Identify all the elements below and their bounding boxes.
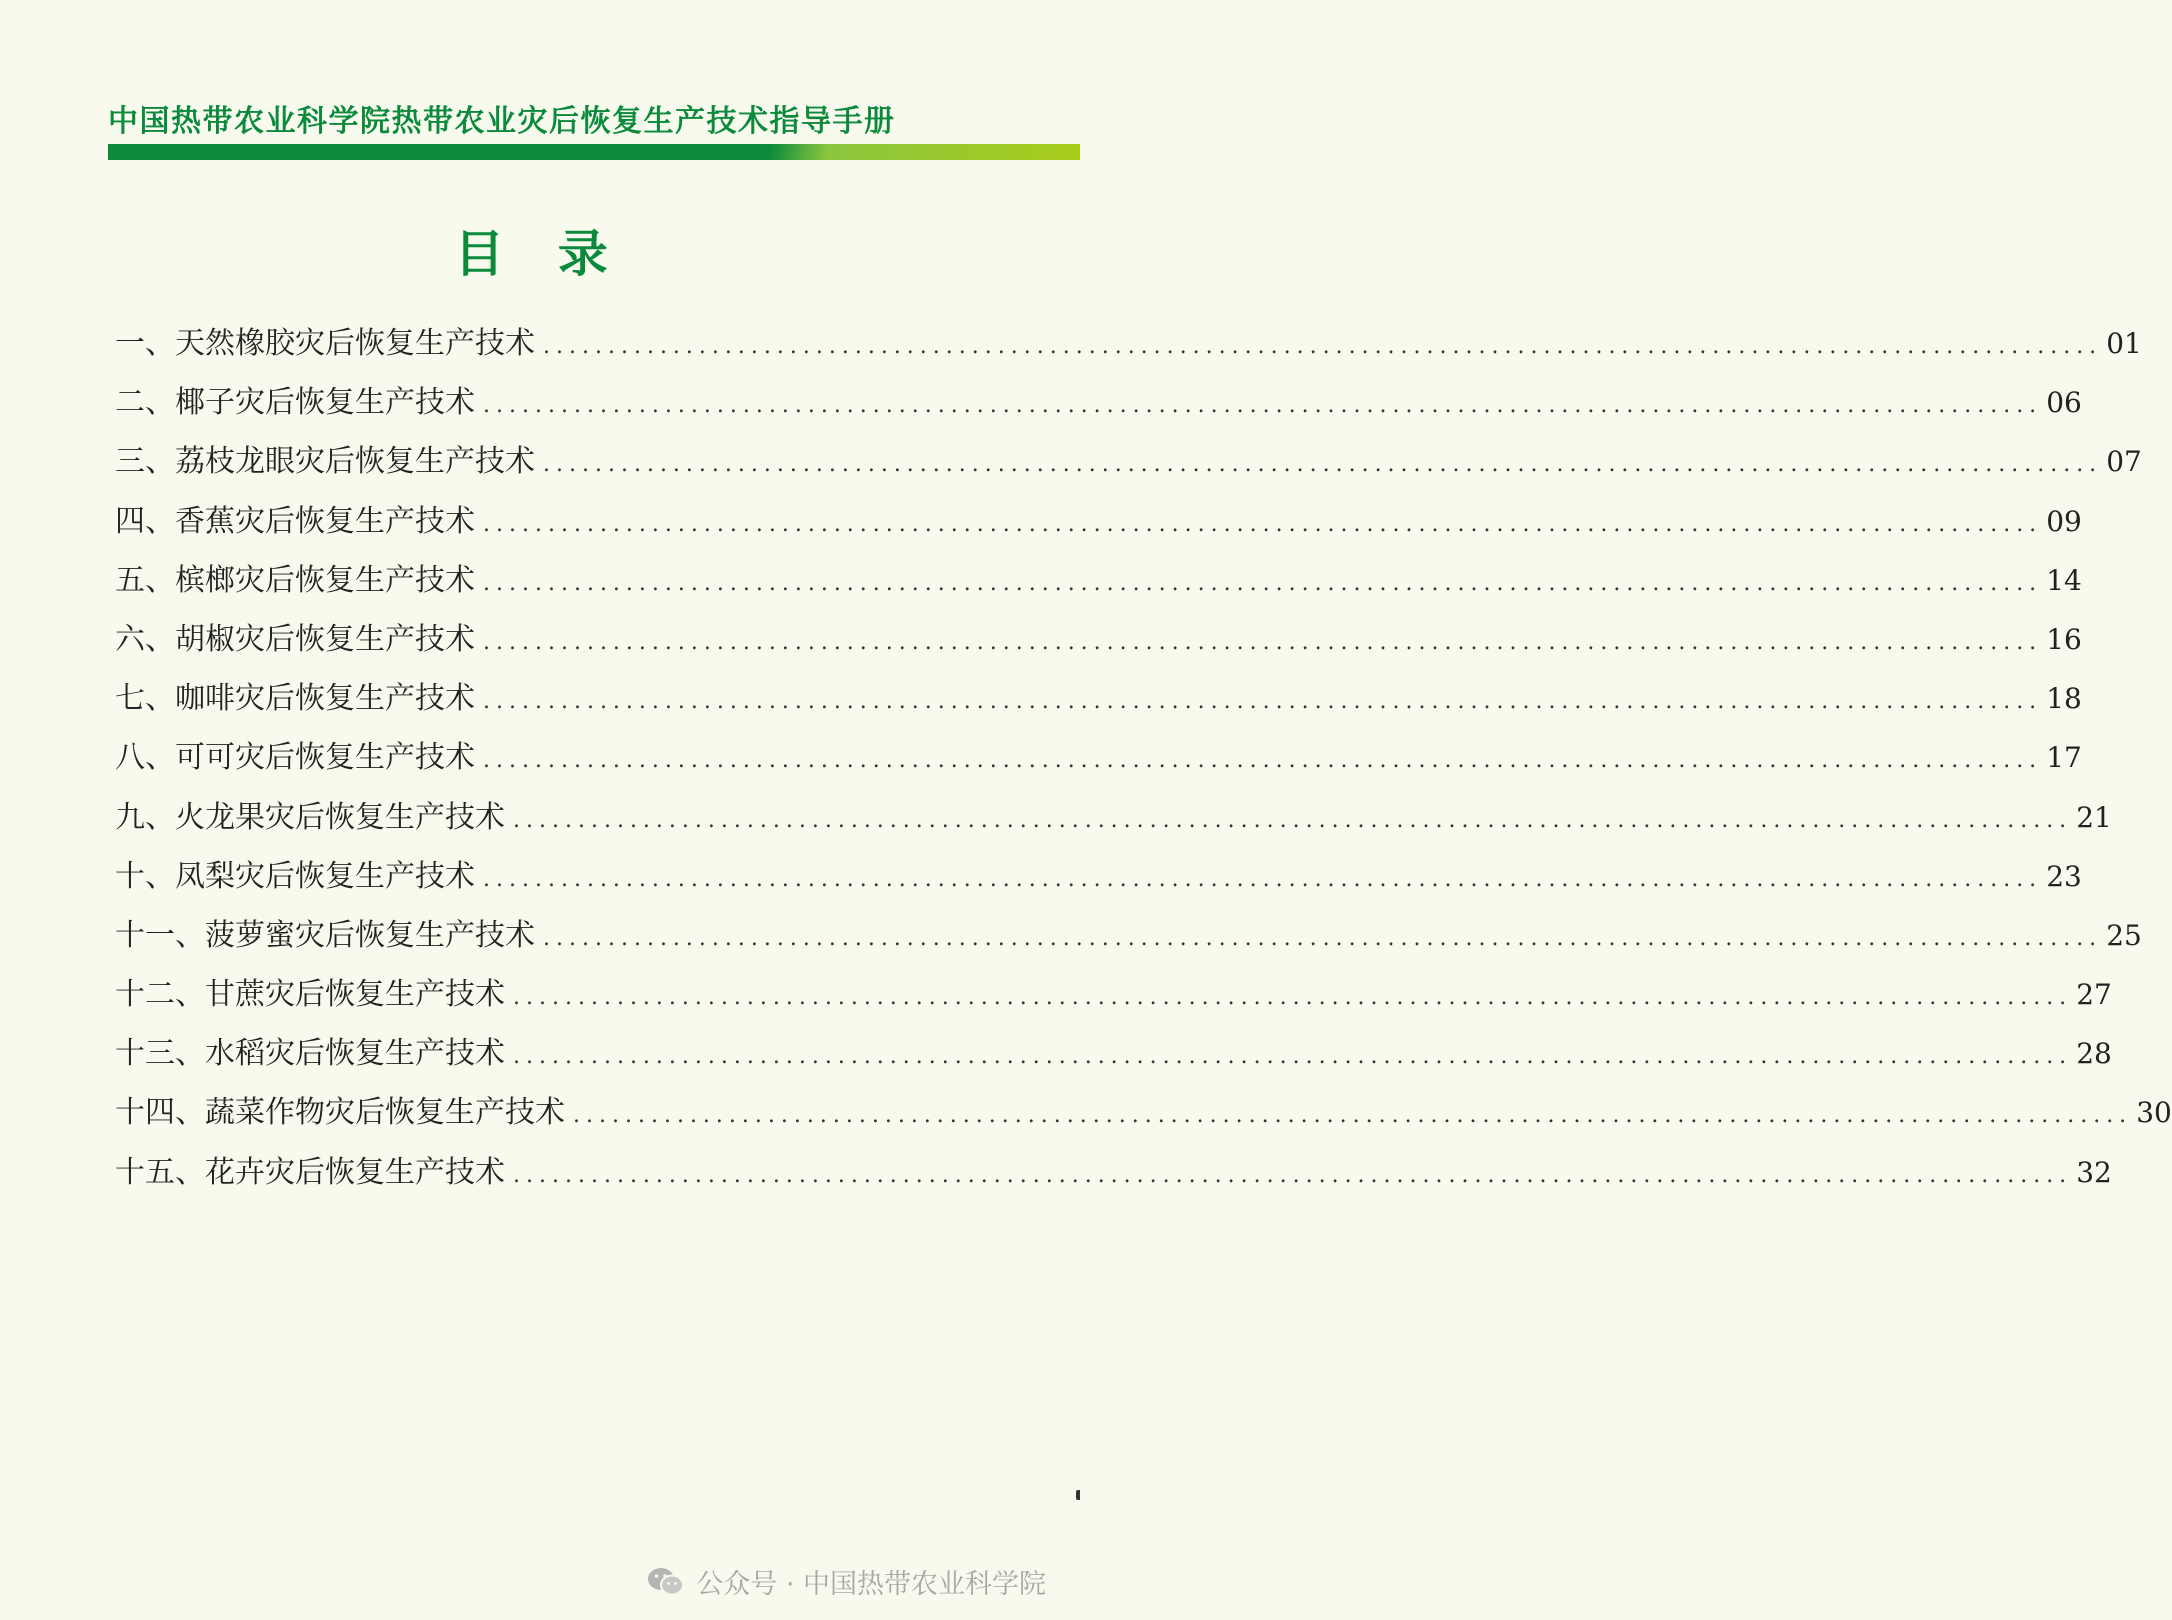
toc-leader-dots: ........................................................................................................................ xyxy=(513,1162,2073,1188)
toc-entry[interactable] xyxy=(115,436,2142,495)
edge-mark xyxy=(1076,1490,1080,1500)
toc-leader-dots: ........................................................................................................................ xyxy=(543,452,2103,478)
toc-entry-label: 十二、甘蔗灾后恢复生产技术 xyxy=(115,977,505,1013)
toc-title: 目 录 xyxy=(454,225,626,283)
toc-entry-label: 十一、菠萝蜜灾后恢复生产技术 xyxy=(115,917,535,953)
toc-entry[interactable] xyxy=(115,377,2082,436)
toc-entry-label: 十三、水稻灾后恢复生产技术 xyxy=(115,1036,505,1072)
toc-leader-dots: ........................................................................................................................ xyxy=(483,629,2043,655)
toc-entry-page-number: 06 xyxy=(2046,386,2082,420)
toc-entry-page-number: 28 xyxy=(2076,1037,2112,1071)
toc-entry-label: 十五、花卉灾后恢复生产技术 xyxy=(115,1154,505,1190)
toc-entry-page-number: 30 xyxy=(2136,1096,2172,1130)
toc-entry-page-number: 16 xyxy=(2046,622,2082,656)
toc-entry[interactable] xyxy=(115,555,2082,614)
toc-leader-dots: ........................................................................................................................ xyxy=(483,393,2043,419)
toc-leader-dots: ........................................................................................................................ xyxy=(483,748,2043,774)
toc-entry-label: 八、可可灾后恢复生产技术 xyxy=(115,740,475,776)
toc-leader-dots: ........................................................................................................................ xyxy=(483,689,2043,715)
toc-leader-dots: ........................................................................................................................ xyxy=(513,985,2073,1011)
toc-leader-dots: ........................................................................................................................ xyxy=(513,1044,2073,1070)
toc-entry-label: 十四、蔬菜作物灾后恢复生产技术 xyxy=(115,1095,565,1131)
toc-leader-dots: ........................................................................................................................ xyxy=(483,866,2043,892)
toc-entry-label: 七、咖啡灾后恢复生产技术 xyxy=(115,681,475,717)
toc-leader-dots: ........................................................................................................................ xyxy=(543,925,2103,951)
toc-leader-dots: ........................................................................................................................ xyxy=(483,570,2043,596)
toc-entry[interactable] xyxy=(115,910,2142,969)
toc-entry-label: 一、天然橡胶灾后恢复生产技术 xyxy=(115,326,535,361)
toc-leader-dots: ........................................................................................................................ xyxy=(483,511,2043,537)
toc-entry[interactable] xyxy=(115,732,2082,791)
toc-entry[interactable] xyxy=(115,614,2082,673)
wechat-icon xyxy=(646,1566,686,1598)
toc-entry-page-number: 07 xyxy=(2106,445,2142,479)
toc-entry[interactable] xyxy=(115,1087,2172,1146)
toc-entry-page-number: 21 xyxy=(2076,800,2112,834)
toc-entry-label: 九、火龙果灾后恢复生产技术 xyxy=(115,799,505,835)
toc-entry-label: 三、荔枝龙眼灾后恢复生产技术 xyxy=(115,444,535,480)
toc-list xyxy=(115,318,2172,1206)
watermark xyxy=(646,1562,1046,1601)
toc-entry-page-number: 18 xyxy=(2046,682,2082,716)
toc-entry[interactable] xyxy=(115,851,2082,910)
toc-entry[interactable] xyxy=(115,496,2082,555)
toc-entry-page-number: 14 xyxy=(2046,563,2082,597)
toc-entry-page-number: 17 xyxy=(2046,741,2082,775)
toc-entry[interactable] xyxy=(115,969,2112,1028)
toc-entry[interactable] xyxy=(115,792,2112,851)
toc-entry-page-number: 25 xyxy=(2106,918,2142,952)
toc-leader-dots: ........................................................................................................................ xyxy=(573,1103,2133,1129)
toc-leader-dots: ........................................................................................................................ xyxy=(543,334,2103,359)
toc-entry-page-number: 23 xyxy=(2046,859,2082,893)
header-title: 中国热带农业科学院热带农业灾后恢复生产技术指导手册 xyxy=(108,104,896,139)
toc-entry-page-number: 32 xyxy=(2076,1155,2112,1189)
toc-entry-label: 十、凤梨灾后恢复生产技术 xyxy=(115,858,475,894)
toc-entry-label: 五、槟榔灾后恢复生产技术 xyxy=(115,562,475,598)
toc-entry-label: 六、胡椒灾后恢复生产技术 xyxy=(115,621,475,657)
toc-entry-label: 四、香蕉灾后恢复生产技术 xyxy=(115,503,475,539)
toc-entry[interactable] xyxy=(115,673,2082,732)
toc-entry-page-number: 01 xyxy=(2106,327,2142,360)
header-color-bar xyxy=(108,144,1080,160)
toc-entry-page-number: 09 xyxy=(2046,504,2082,538)
toc-entry[interactable] xyxy=(115,1147,2112,1206)
toc-entry[interactable] xyxy=(115,318,2142,377)
toc-entry-label: 二、椰子灾后恢复生产技术 xyxy=(115,385,475,421)
watermark-text: 公众号 · 中国热带农业科学院 xyxy=(696,1569,1046,1600)
toc-leader-dots: ........................................................................................................................ xyxy=(513,807,2073,833)
toc-entry[interactable] xyxy=(115,1028,2112,1087)
toc-entry-page-number: 27 xyxy=(2076,978,2112,1012)
